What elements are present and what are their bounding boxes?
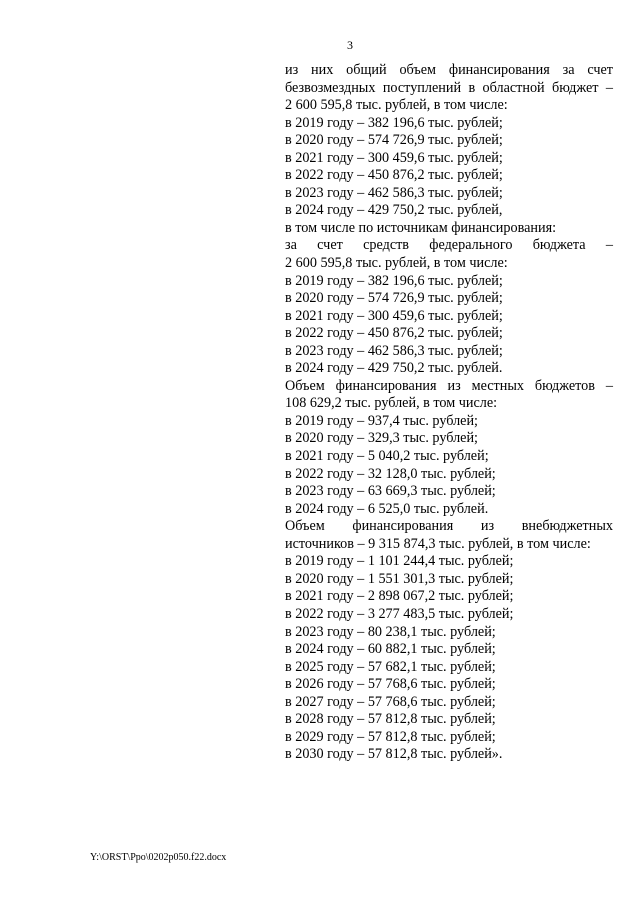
text-line: в 2024 году – 6 525,0 тыс. рублей. <box>285 500 489 517</box>
word: бюджета <box>532 237 586 254</box>
text-line: в 2024 году – 429 750,2 тыс. рублей, <box>285 202 503 219</box>
word: из <box>480 518 495 535</box>
text-line: в 2021 году – 2 898 067,2 тыс. рублей; <box>285 588 514 605</box>
word: финансирования <box>335 377 437 394</box>
text-line: в 2022 году – 32 128,0 тыс. рублей; <box>285 465 496 482</box>
text-line: в 2029 году – 57 812,8 тыс. рублей; <box>285 728 496 745</box>
paragraph-1-line-2 <box>285 80 613 98</box>
text-line: в 2020 году – 574 726,9 тыс. рублей; <box>285 290 503 307</box>
word: Объем <box>285 377 325 394</box>
text-line: в 2021 году – 300 459,6 тыс. рублей; <box>285 149 503 166</box>
word: в <box>468 79 476 96</box>
word: бюджетов <box>534 377 595 394</box>
word: за <box>285 237 297 254</box>
word: безвозмездных <box>285 79 376 96</box>
text-line: в 2025 году – 57 682,1 тыс. рублей; <box>285 658 496 675</box>
text-line: в 2026 году – 57 768,6 тыс. рублей; <box>285 676 496 693</box>
word: местных <box>471 377 524 394</box>
text-line: источников – 9 315 874,3 тыс. рублей, в том числе: <box>285 535 591 552</box>
text-line: в 2020 году – 329,3 тыс. рублей; <box>285 430 478 447</box>
word: счет <box>317 237 343 254</box>
text-line: в 2021 году – 5 040,2 тыс. рублей; <box>285 448 489 465</box>
paragraph-4-line-1 <box>285 518 613 536</box>
text-line: в 2022 году – 450 876,2 тыс. рублей; <box>285 325 503 342</box>
word: внебюджетных <box>521 518 613 535</box>
word: общий <box>346 62 387 78</box>
text-line: в 2019 году – 1 101 244,4 тыс. рублей; <box>285 553 514 570</box>
text-line: 2 600 595,8 тыс. рублей, в том числе: <box>285 255 508 272</box>
word: из <box>285 62 299 78</box>
word: областной <box>482 79 545 96</box>
word: – <box>605 377 613 394</box>
text-line: в 2023 году – 80 238,1 тыс. рублей; <box>285 623 496 640</box>
text-line: в 2019 году – 937,4 тыс. рублей; <box>285 412 478 429</box>
word: бюджет <box>552 79 599 96</box>
paragraph-3-line-1 <box>285 378 613 396</box>
page-number: 3 <box>347 38 353 52</box>
paragraph-1-line-1 <box>285 62 613 80</box>
text-line: 108 629,2 тыс. рублей, в том числе: <box>285 395 498 412</box>
word: средств <box>363 237 410 254</box>
text-line: в 2019 году – 382 196,6 тыс. рублей; <box>285 114 503 131</box>
word: из <box>447 377 461 394</box>
text-line: в 2022 году – 450 876,2 тыс. рублей; <box>285 167 503 184</box>
text-line: в 2023 году – 462 586,3 тыс. рублей; <box>285 342 503 359</box>
text-line: в 2027 году – 57 768,6 тыс. рублей; <box>285 693 496 710</box>
text-line: в 2020 году – 1 551 301,3 тыс. рублей; <box>285 570 514 587</box>
document-body <box>285 62 613 764</box>
text-line: в 2024 году – 60 882,1 тыс. рублей; <box>285 641 496 658</box>
text-line: в том числе по источникам финансирования: <box>285 219 557 236</box>
word: финансирования <box>448 62 550 78</box>
word: – <box>605 79 613 96</box>
footer-file-path: Y:\ORST\Ppo\0202p050.f22.docx <box>90 852 227 863</box>
word: – <box>605 237 613 254</box>
text-line: в 2022 году – 3 277 483,5 тыс. рублей; <box>285 605 514 622</box>
text-line: в 2021 году – 300 459,6 тыс. рублей; <box>285 307 503 324</box>
text-line: в 2024 году – 429 750,2 тыс. рублей. <box>285 360 503 377</box>
word: объем <box>399 62 437 78</box>
word: финансирования <box>352 518 454 535</box>
word: Объем <box>285 518 325 535</box>
text-line: в 2030 году – 57 812,8 тыс. рублей». <box>285 746 503 763</box>
word: них <box>311 62 334 78</box>
word: федерального <box>429 237 513 254</box>
text-line: в 2028 году – 57 812,8 тыс. рублей; <box>285 711 496 728</box>
word: счет <box>587 62 613 78</box>
text-line: в 2023 году – 462 586,3 тыс. рублей; <box>285 184 503 201</box>
text-line: в 2019 году – 382 196,6 тыс. рублей; <box>285 272 503 289</box>
paragraph-2-line-1 <box>285 237 613 255</box>
word: поступлений <box>382 79 462 96</box>
text-line: 2 600 595,8 тыс. рублей, в том числе: <box>285 97 508 114</box>
text-line: в 2023 году – 63 669,3 тыс. рублей; <box>285 483 496 500</box>
word: за <box>562 62 575 78</box>
text-line: в 2020 году – 574 726,9 тыс. рублей; <box>285 132 503 149</box>
